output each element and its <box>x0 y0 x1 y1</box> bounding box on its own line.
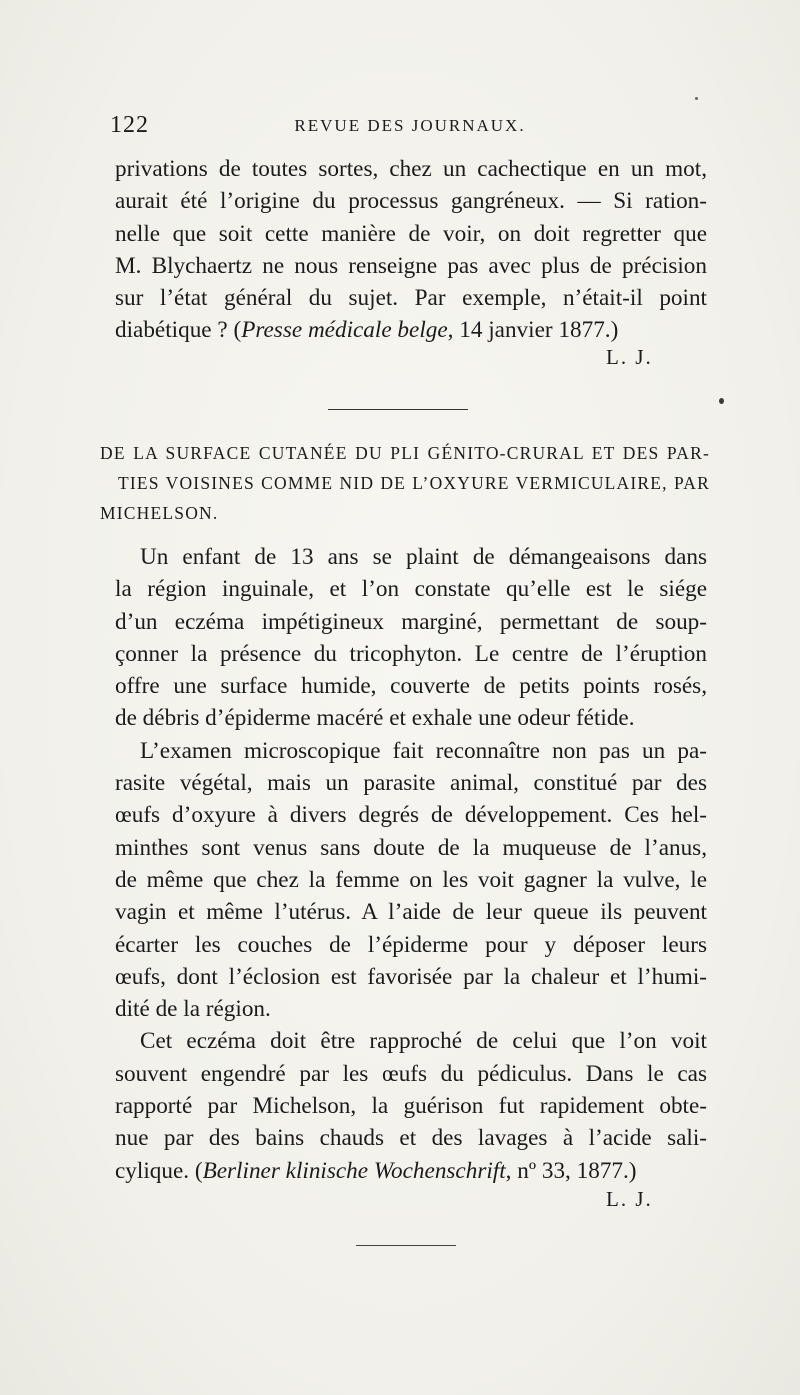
journal-name: Presse médicale belge <box>241 317 448 344</box>
text-line: nue par des bains chauds et des lavages à l’acide sali- <box>115 1125 707 1152</box>
ink-speck <box>695 97 698 100</box>
page-number: 122 <box>110 112 149 138</box>
text-line: offre une surface humide, couverte de petits points rosés, <box>115 673 707 700</box>
text-line: souvent engendré par les œufs du pédiculus. Dans le cas <box>115 1060 707 1087</box>
text-line: rapporté par Michelson, la guérison fut rapidement obte- <box>115 1093 707 1120</box>
article-body <box>115 541 707 1187</box>
title-author: MICHELSON. <box>100 503 219 523</box>
text-line: minthes sont venus sans doute de la muqueuse de l’anus, <box>115 834 707 861</box>
author-signature: L. J. <box>606 1187 653 1211</box>
previous-article-ending <box>115 153 707 347</box>
page-header <box>110 112 710 144</box>
text-line: Un enfant de 13 ans se plaint de démangeaisons dans <box>140 544 707 570</box>
section-divider <box>356 1245 456 1246</box>
text-line: aurait été l’origine du processus gangréneux. — Si ration- <box>115 188 707 215</box>
text-line: çonner la présence du tricophyton. Le centre de l’éruption <box>115 640 707 667</box>
text-line: dité de la région. <box>115 996 271 1023</box>
citation-date: , 14 janvier 1877.) <box>447 317 619 344</box>
text-line: sur l’état général du sujet. Par exemple, n’était-il point <box>115 285 707 312</box>
text-line: nelle que soit cette manière de voir, on doit regretter que <box>115 220 707 247</box>
citation-prefix: diabétique ? ( <box>115 317 242 344</box>
citation-prefix: cylique. ( <box>115 1157 203 1184</box>
citation-line <box>115 1155 707 1187</box>
text-line: rasite végétal, mais un parasite animal, constitué par des <box>115 770 707 797</box>
text-line: M. Blychaertz ne nous renseigne pas avec plus de précision <box>115 252 707 279</box>
text-line: de même que chez la femme on les voit gagner la vulve, le <box>115 866 707 893</box>
text-line: Cet eczéma doit être rapproché de celui que l’on voit <box>140 1028 707 1055</box>
section-divider <box>328 409 468 410</box>
text-line: œufs d’oxyure à divers degrés de développement. Ces hel- <box>115 802 707 829</box>
article-title <box>100 438 710 528</box>
title-line: TIES VOISINES COMME NID DE L’OXYURE VERMICULAIRE, PAR <box>118 473 710 493</box>
citation-issue: , nº 33, 1877.) <box>505 1157 637 1184</box>
ink-speck <box>719 398 724 404</box>
text-line: de débris d’épiderme macéré et exhale une odeur fétide. <box>115 705 635 732</box>
text-line: d’un eczéma impétigineux marginé, permettant de soup- <box>115 608 707 635</box>
title-line: DE LA SURFACE CUTANÉE DU PLI GÉNITO-CRURAL ET DES PAR- <box>100 443 710 463</box>
running-title: REVUE DES JOURNAUX. <box>294 116 526 135</box>
text-line: vagin et même l’utérus. A l’aide de leur queue ils peuvent <box>115 899 707 926</box>
text-line: œufs, dont l’éclosion est favorisée par la chaleur et l’humi- <box>115 963 707 990</box>
journal-name: Berliner klinische Wochenschrift <box>202 1157 506 1184</box>
text-line: privations de toutes sortes, chez un cachectique en un mot, <box>115 156 707 182</box>
text-line: écarter les couches de l’épiderme pour y déposer leurs <box>115 931 707 958</box>
text-line: L’examen microscopique fait reconnaître non pas un pa- <box>140 737 707 764</box>
citation-line <box>115 314 707 346</box>
text-line: la région inguinale, et l’on constate qu’elle est le siége <box>115 576 707 603</box>
author-signature: L. J. <box>606 345 653 369</box>
